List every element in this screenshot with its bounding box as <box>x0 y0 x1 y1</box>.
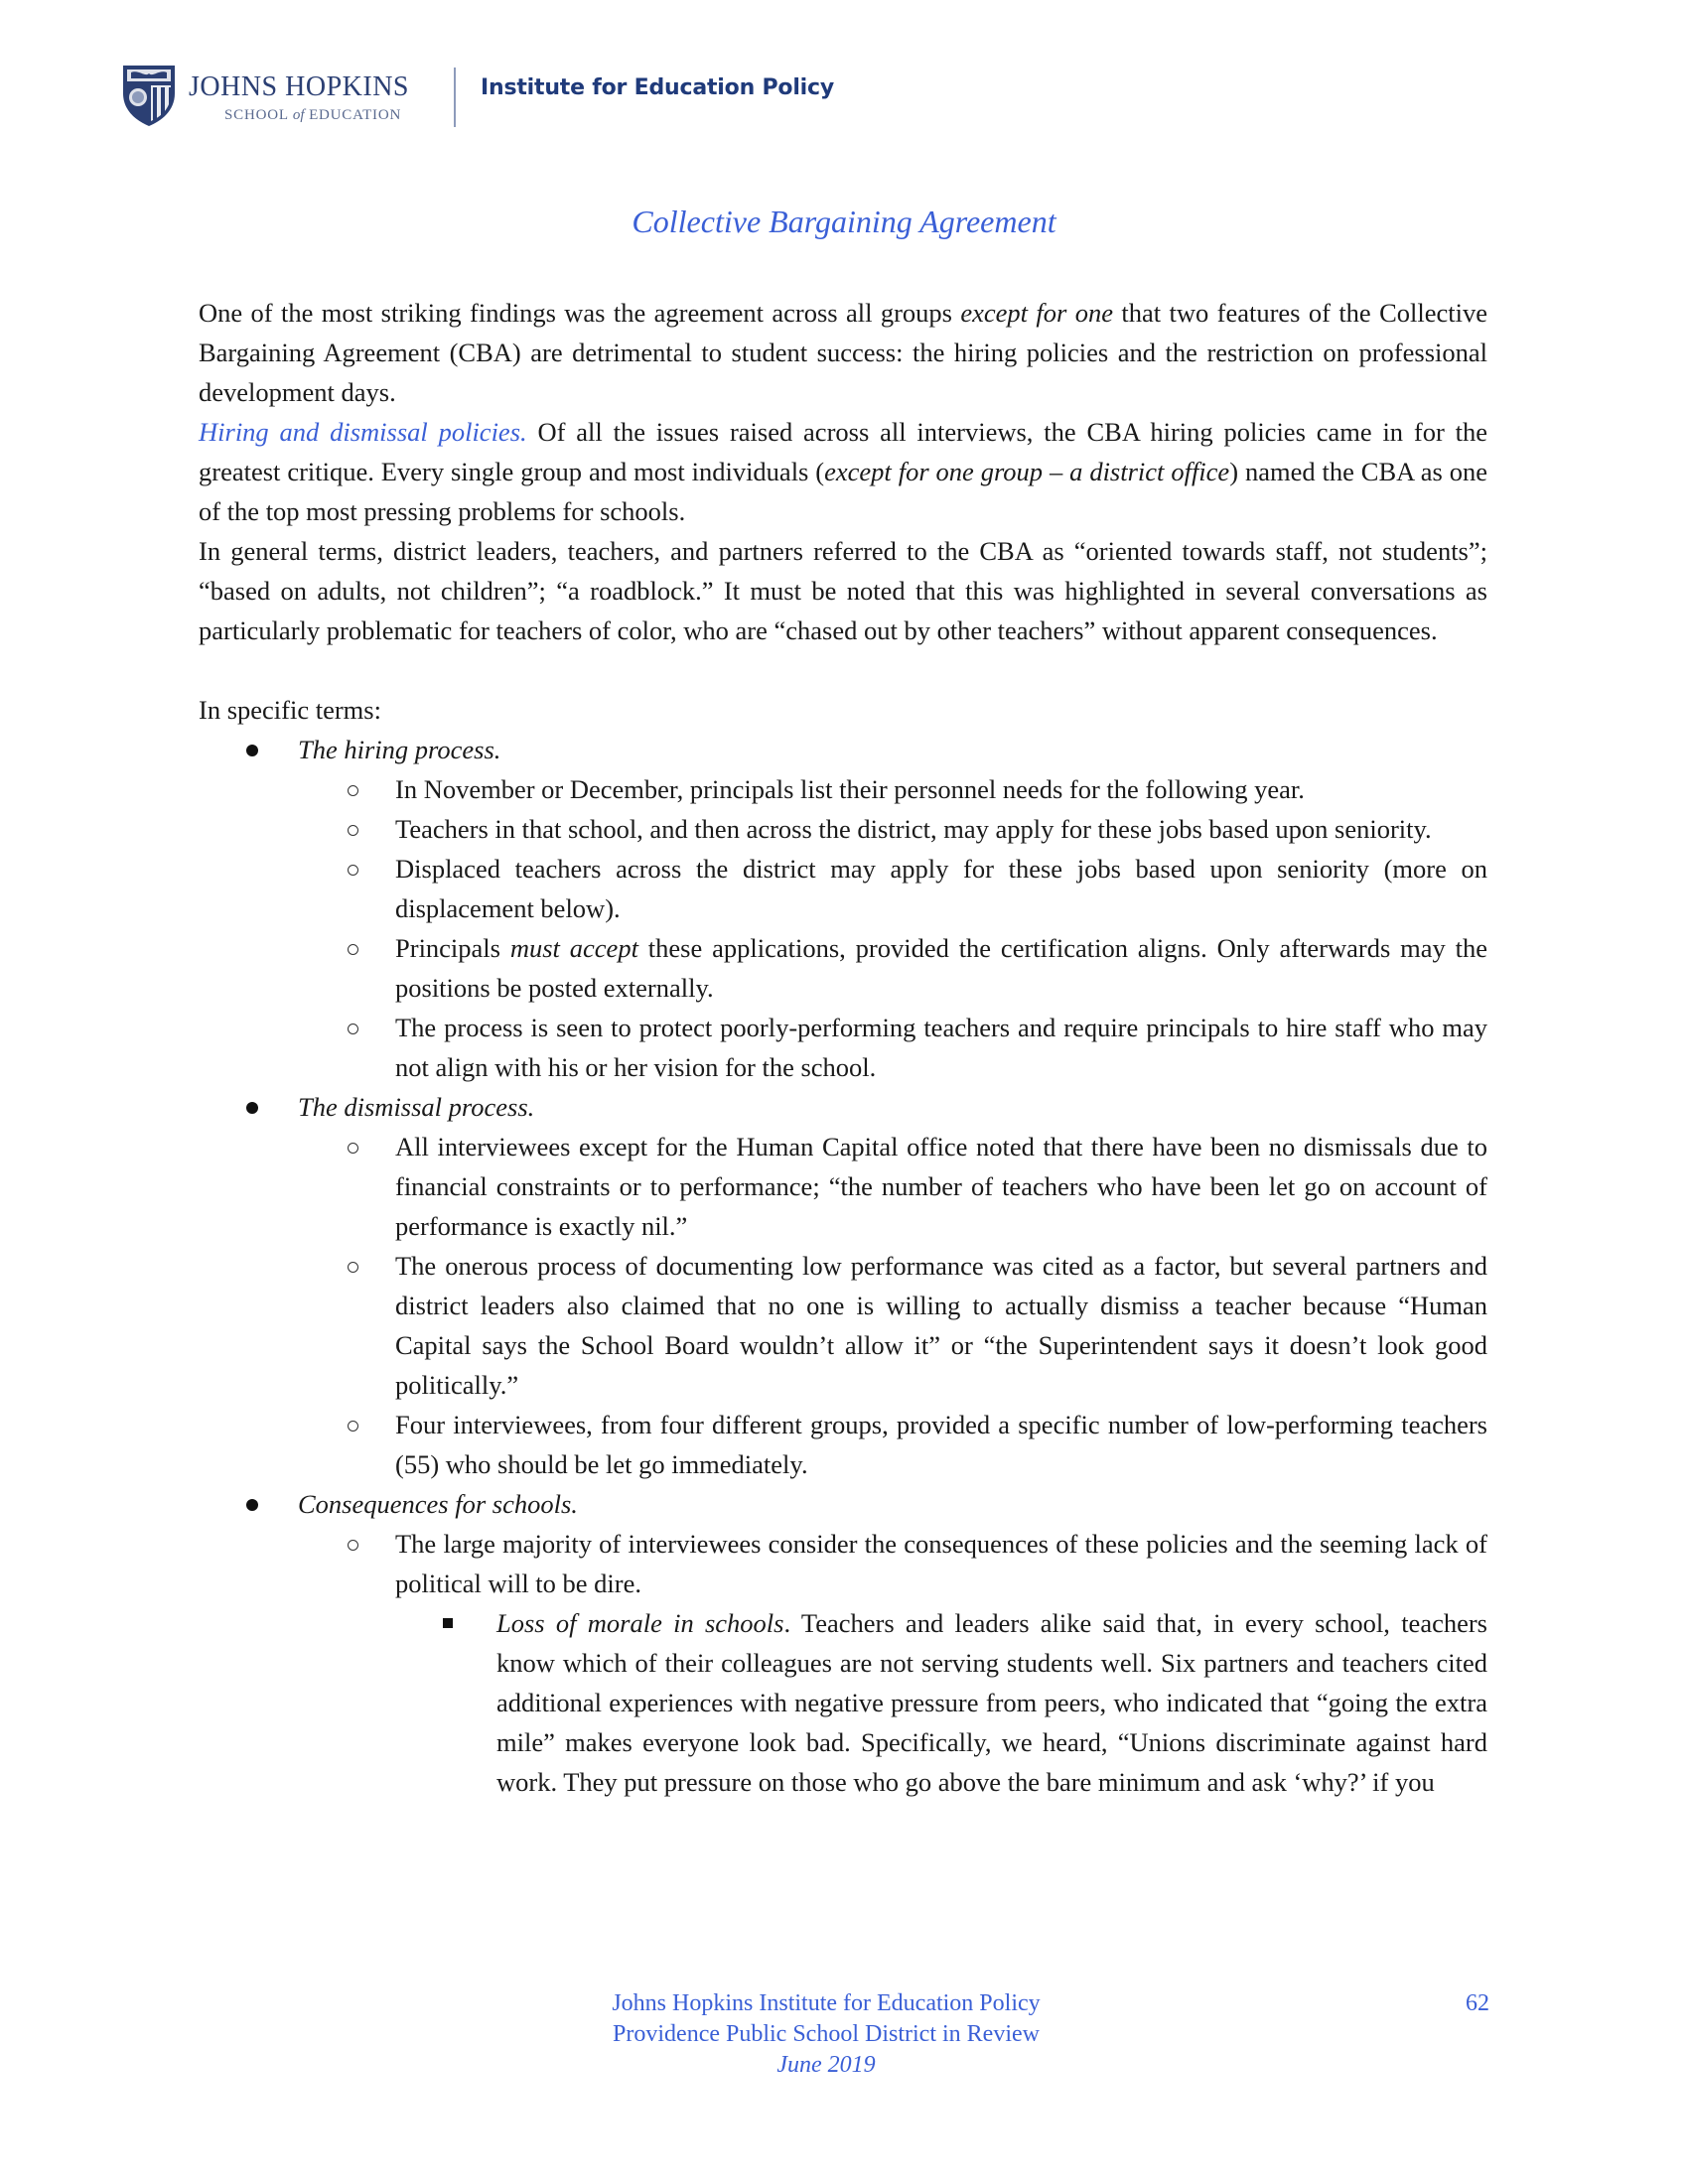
bullet-circle-icon <box>348 809 358 849</box>
university-shield-icon <box>121 64 177 127</box>
institute-name: Institute for Education Policy <box>481 75 834 100</box>
list-item-label: The dismissal process. <box>298 1092 535 1122</box>
bullet-dot-icon <box>246 1087 260 1127</box>
footer-report: Providence Public School District in Review <box>613 2021 1040 2047</box>
bullet-circle-icon <box>348 1127 358 1166</box>
footer-org: Johns Hopkins Institute for Education Policy <box>612 1990 1041 2016</box>
bullet-square-icon <box>443 1618 453 1628</box>
sub-list-item: All interviewees except for the Human Capital office noted that there have been no dismissals due to financial constraints or to performance; “the number of teachers who have been let go on account of performance is exactly nil.” <box>298 1127 1487 1246</box>
sub-sub-list-item: Loss of morale in schools. Teachers and leaders alike said that, in every school, teachers know which of their colleagues are not serving students well. Six partners and teachers cited additional experiences with negative pressure from peers, who indicated that “going the extra mile” makes everyone look bad. Specifically, we heard, “Unions discriminate against hard work. They put pressure on those who go above the bare minimum and ask ‘why?’ if you <box>395 1603 1487 1802</box>
page-number: 62 <box>1466 1990 1489 2016</box>
findings-list <box>199 730 1487 1802</box>
footer-text <box>576 1988 1076 2081</box>
sub-list <box>298 1524 1487 1802</box>
header-divider <box>454 68 456 127</box>
intro-paragraph: One of the most striking findings was the agreement across all groups except for one that two features of the Collective Bargaining Agreement (CBA) are detrimental to student success: the hiring policies and the restriction on professional development days. <box>199 298 1487 407</box>
list-item-label: The hiring process. <box>298 735 501 764</box>
blank-line <box>199 650 1487 690</box>
sub-list-item: The onerous process of documenting low performance was cited as a factor, but several partners and district leaders also claimed that no one is willing to actually dismiss a teacher because “Human Capital says the School Board wouldn’t allow it” or “the Superintendent says it doesn’t look good politically.” <box>298 1246 1487 1405</box>
footer-date: June 2019 <box>776 2052 876 2078</box>
sub-list <box>298 769 1487 1087</box>
bullet-circle-icon <box>348 1246 358 1286</box>
bullet-dot-icon <box>246 1484 260 1524</box>
hiring-paragraph: Hiring and dismissal policies. Of all the issues raised across all interviews, the CBA hiring policies came in for the greatest critique. Every single group and most individuals (except for one group – a district office) named the CBA as one of the top most pressing problems for schools. <box>199 417 1487 526</box>
list-item-consequences <box>199 1484 1487 1802</box>
bullet-circle-icon <box>348 928 358 968</box>
university-name: JOHNS HOPKINS <box>189 71 409 102</box>
sub-sub-list <box>395 1603 1487 1802</box>
specific-intro: In specific terms: <box>199 695 381 725</box>
bullet-circle-icon <box>348 1405 358 1444</box>
list-item-hiring-process <box>199 730 1487 1087</box>
bullet-circle-icon <box>348 1008 358 1047</box>
hiring-heading: Hiring and dismissal policies. <box>199 417 527 447</box>
sub-list-item: Teachers in that school, and then across the district, may apply for these jobs based upon seniority. <box>298 809 1487 849</box>
document-body <box>199 293 1487 1802</box>
sub-list <box>298 1127 1487 1484</box>
sub-list-item: The large majority of interviewees consider the consequences of these policies and the seeming lack of political will to be dire. Loss of morale in schools. Teachers and leaders alike said that, in every school, teachers know which of their colleagues are not serving students well. Six partners and teachers cited additional experiences with negative pressure from peers, who indicated that “going the extra mile” makes everyone look bad. Specifically, we heard, “Unions discriminate against hard work. They put pressure on those who go above the bare minimum and ask ‘why?’ if you <box>298 1524 1487 1802</box>
sub-list-item: Four interviewees, from four different groups, provided a specific number of low-performing teachers (55) who should be let go immediately. <box>298 1405 1487 1484</box>
bullet-circle-icon <box>348 849 358 888</box>
sub-list-item: The process is seen to protect poorly-performing teachers and require principals to hire staff who may not align with his or her vision for the school. <box>298 1008 1487 1087</box>
sub-list-item: In November or December, principals list their personnel needs for the following year. <box>298 769 1487 809</box>
list-item-dismissal-process <box>199 1087 1487 1484</box>
bullet-dot-icon <box>246 730 260 769</box>
list-item-label: Consequences for schools. <box>298 1489 578 1519</box>
bullet-circle-icon <box>348 769 358 809</box>
general-paragraph: In general terms, district leaders, teachers, and partners referred to the CBA as “oriented towards staff, not students”; “based on adults, not children”; “a roadblock.” It must be noted that this was highlighted in several conversations as particularly problematic for teachers of color, who are “chased out by other teachers” without apparent consequences. <box>199 536 1487 645</box>
section-title: Collective Bargaining Agreement <box>632 204 1056 239</box>
page-header <box>121 64 836 129</box>
sub-list-item: Displaced teachers across the district may apply for these jobs based upon seniority (more on displacement below). <box>298 849 1487 928</box>
bullet-circle-icon <box>348 1524 358 1564</box>
school-name: SCHOOL of EDUCATION <box>224 107 402 123</box>
sub-list-item: Principals must accept these applications, provided the certification aligns. Only afterwards may the positions be posted externally. <box>298 928 1487 1008</box>
